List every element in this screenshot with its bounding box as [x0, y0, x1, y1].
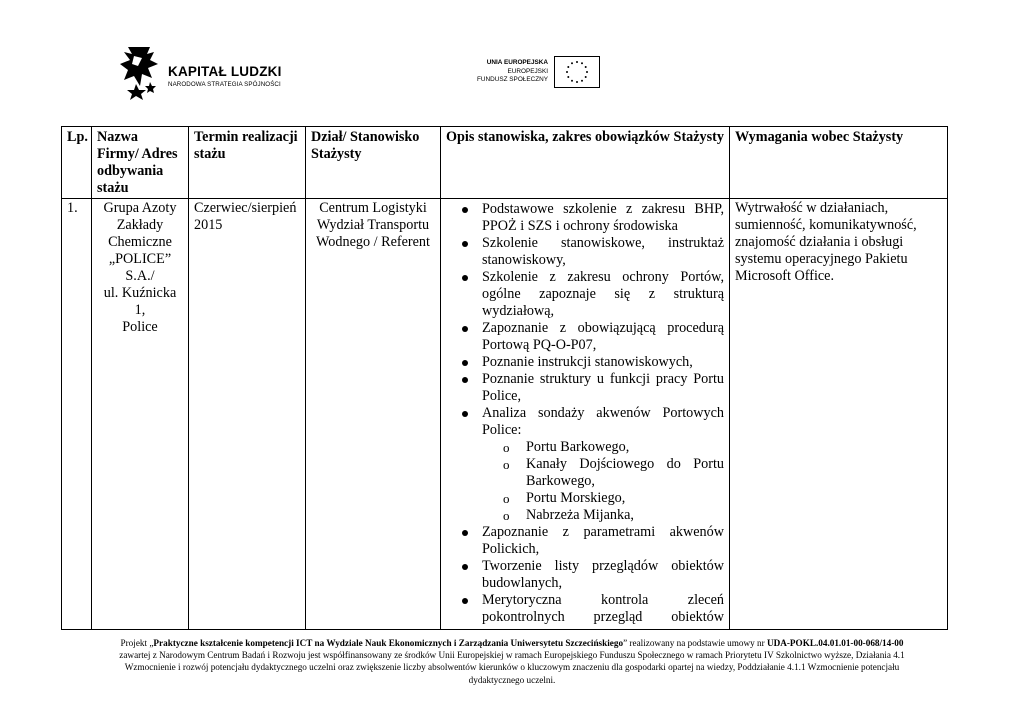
ue-fund-line1: EUROPEJSKI — [507, 67, 548, 75]
kapital-ludzki-logo — [120, 44, 310, 100]
cell-lp: 1. — [62, 199, 92, 630]
footer-line-4: dydaktycznego uczelni. — [468, 674, 556, 685]
list-item: Poznanie instrukcji stanowiskowych, — [446, 354, 724, 371]
company-line: Chemiczne — [108, 234, 172, 250]
footer-contract-number: UDA-POKL.04.01.01-00-068/14-00 — [766, 638, 904, 648]
cell-requirements: Wytrwałość w działaniach, sumienność, komunikatywność, znajomość działania i obsługi systemu operacyjnego Pakietu Microsoft Office. — [730, 199, 948, 630]
header-description: Opis stanowiska, zakres obowiązków Stażysty — [441, 127, 730, 199]
duties-list — [446, 201, 724, 626]
list-item-text: Analiza sondaży akwenów Portowych Police: — [482, 405, 724, 438]
table-header-row — [62, 127, 948, 199]
footer-mid: ” realizowany na podstawie umowy nr — [623, 638, 767, 648]
sub-list — [482, 439, 724, 524]
internship-table — [61, 126, 948, 630]
project-footer — [86, 637, 938, 686]
cell-term: Czerwiec/sierpień 2015 — [189, 199, 306, 630]
ue-efs-logo — [460, 56, 610, 92]
company-line: „POLICE” — [108, 251, 172, 267]
company-line: ul. Kuźnicka 1, — [103, 285, 177, 318]
list-item: Poznanie struktury u funkcji pracy Portu Police, — [446, 371, 724, 405]
cell-company — [92, 199, 189, 630]
list-item: Podstawowe szkolenie z zakresu BHP, PPOŻ i SZS i ochrony środowiska — [446, 201, 724, 235]
footer-project-title: Praktyczne kształcenie kompetencji ICT na Wydziale Nauk Ekonomicznych i Zarządzania Uniwersytetu Szczecińskiego — [153, 638, 624, 648]
list-item-with-sublist — [446, 405, 724, 524]
ue-name: UNIA EUROPEJSKA — [486, 59, 548, 66]
sub-list-item: o Portu Morskiego, — [482, 490, 724, 507]
sub-list-item: o Portu Barkowego, — [482, 439, 724, 456]
sub-list-item: o Kanały Dojściowego do Portu Barkowego, — [482, 456, 724, 490]
company-line: Police — [122, 319, 158, 335]
cell-description — [441, 199, 730, 630]
list-item: Tworzenie listy przeglądów obiektów budowlanych, — [446, 558, 724, 592]
list-item: Zapoznanie z obowiązującą procedurą Portową PQ-O-P07, — [446, 320, 724, 354]
footer-line-2: zawartej z Narodowym Centrum Badań i Rozwoju jest współfinansowany ze środków Unii Europejskiej w ramach Europejskiego Funduszu Społecznego w ramach Priorytetu IV Szkolnictwo wyższe, Działania 4.1 — [119, 650, 905, 661]
header-term: Termin realizacji stażu — [189, 127, 306, 199]
kapital-ludzki-emblem-icon — [120, 44, 164, 100]
kapital-ludzki-title: KAPITAŁ LUDZKI — [168, 64, 282, 79]
footer-prefix: Projekt „ — [120, 638, 154, 648]
sub-list-item: o Nabrzeża Mijanka, — [482, 507, 724, 524]
eu-flag-icon — [554, 56, 600, 88]
footer-line-1 — [86, 637, 938, 649]
kapital-ludzki-subtitle: NARODOWA STRATEGIA SPÓJNOŚCI — [168, 81, 281, 88]
list-item: Szkolenie stanowiskowe, instruktaż stanowiskowy, — [446, 235, 724, 269]
company-line: S.A./ — [125, 268, 155, 284]
footer-line-3: Wzmocnienie i rozwój potencjału dydaktycznego uczelni oraz zwiększenie liczby absolwentów kierunków o kluczowym znaczeniu dla gospodarki opartej na wiedzy, Poddziałanie 4.1.1 Wzmocnienie potencjału — [124, 662, 900, 673]
list-item: Zapoznanie z parametrami akwenów Polickich, — [446, 524, 724, 558]
company-line: Grupa Azoty — [103, 200, 177, 216]
header-lp: Lp. — [62, 127, 92, 199]
header-requirements: Wymagania wobec Stażysty — [730, 127, 948, 199]
company-line: Zakłady — [116, 217, 164, 233]
list-item: Merytoryczna kontrola zleceń pokontrolnych przegląd obiektów — [446, 592, 724, 626]
cell-department: Centrum Logistyki Wydział Transportu Wodnego / Referent — [306, 199, 441, 630]
ue-text-block — [460, 59, 548, 85]
header-department: Dział/ Stanowisko Stażysty — [306, 127, 441, 199]
list-item: Szkolenie z zakresu ochrony Portów, ogólne zapoznaje się z strukturą wydziałową, — [446, 269, 724, 320]
description-clip — [446, 200, 724, 626]
table-row — [62, 199, 948, 630]
header-company: Nazwa Firmy/ Adres odbywania stażu — [92, 127, 189, 199]
ue-fund-line2: FUNDUSZ SPOŁECZNY — [476, 76, 548, 83]
